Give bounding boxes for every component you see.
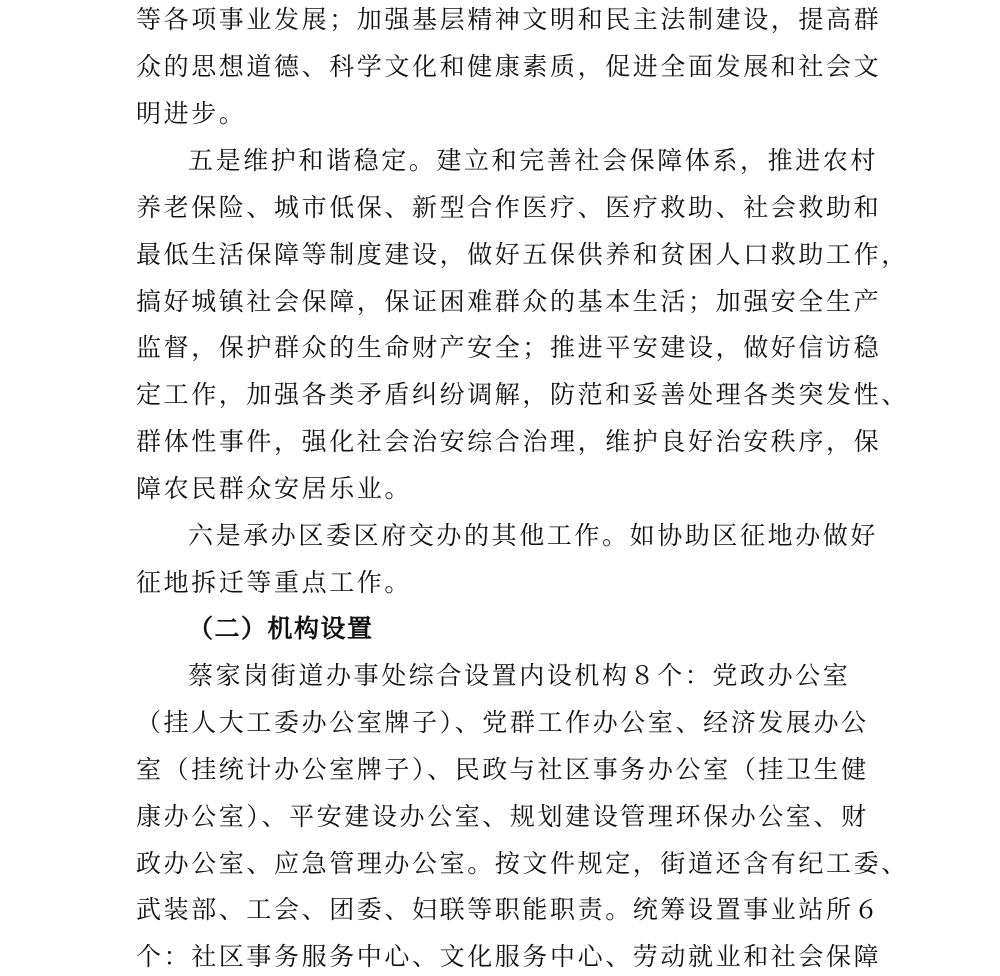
text-line: 养老保险、城市低保、新型合作医疗、医疗救助、社会救助和: [136, 193, 882, 222]
paragraph-start-line: 蔡家岗街道办事处综合设置内设机构８个：党政办公室: [188, 661, 851, 690]
text-line: 最低生活保障等制度建设，做好五保供养和贫困人口救助工作，: [136, 240, 909, 269]
text-line: 监督，保护群众的生命财产安全；推进平安建设，做好信访稳: [136, 333, 882, 362]
text-line: 武装部、工会、团委、妇联等职能职责。统筹设置事业站所６: [136, 895, 882, 924]
text-line: 障农民群众安居乐业。: [136, 474, 413, 503]
text-line: 众的思想道德、科学文化和健康素质，促进全面发展和社会文: [136, 52, 882, 81]
text-line: 定工作，加强各类矛盾纠纷调解，防范和妥善处理各类突发性、: [136, 380, 909, 409]
text-line: 个：社区事务服务中心、文化服务中心、劳动就业和社会保障: [136, 942, 882, 971]
paragraph-start-line: 六是承办区委区府交办的其他工作。如协助区征地办做好: [188, 521, 879, 550]
text-line: 室（挂统计办公室牌子）、民政与社区事务办公室（挂卫生健: [136, 755, 869, 784]
text-line: 政办公室、应急管理办公室。按文件规定，街道还含有纪工委、: [136, 849, 909, 878]
text-line: 康办公室）、平安建设办公室、规划建设管理环保办公室、财: [136, 802, 869, 831]
text-line: 明进步。: [136, 99, 247, 128]
section-heading: （二）机构设置: [188, 614, 374, 643]
paragraph-start-line: 五是维护和谐稳定。建立和完善社会保障体系，推进农村: [188, 146, 879, 175]
text-line: 征地拆迁等重点工作。: [136, 568, 413, 597]
text-line: （挂人大工委办公室牌子）、党群工作办公室、经济发展办公: [136, 708, 869, 737]
text-line: 搞好城镇社会保障，保证困难群众的基本生活；加强安全生产: [136, 287, 882, 316]
text-line: 等各项事业发展；加强基层精神文明和民主法制建设，提高群: [136, 5, 882, 34]
text-line: 群体性事件，强化社会治安综合治理，维护良好治安秩序，保: [136, 427, 882, 456]
